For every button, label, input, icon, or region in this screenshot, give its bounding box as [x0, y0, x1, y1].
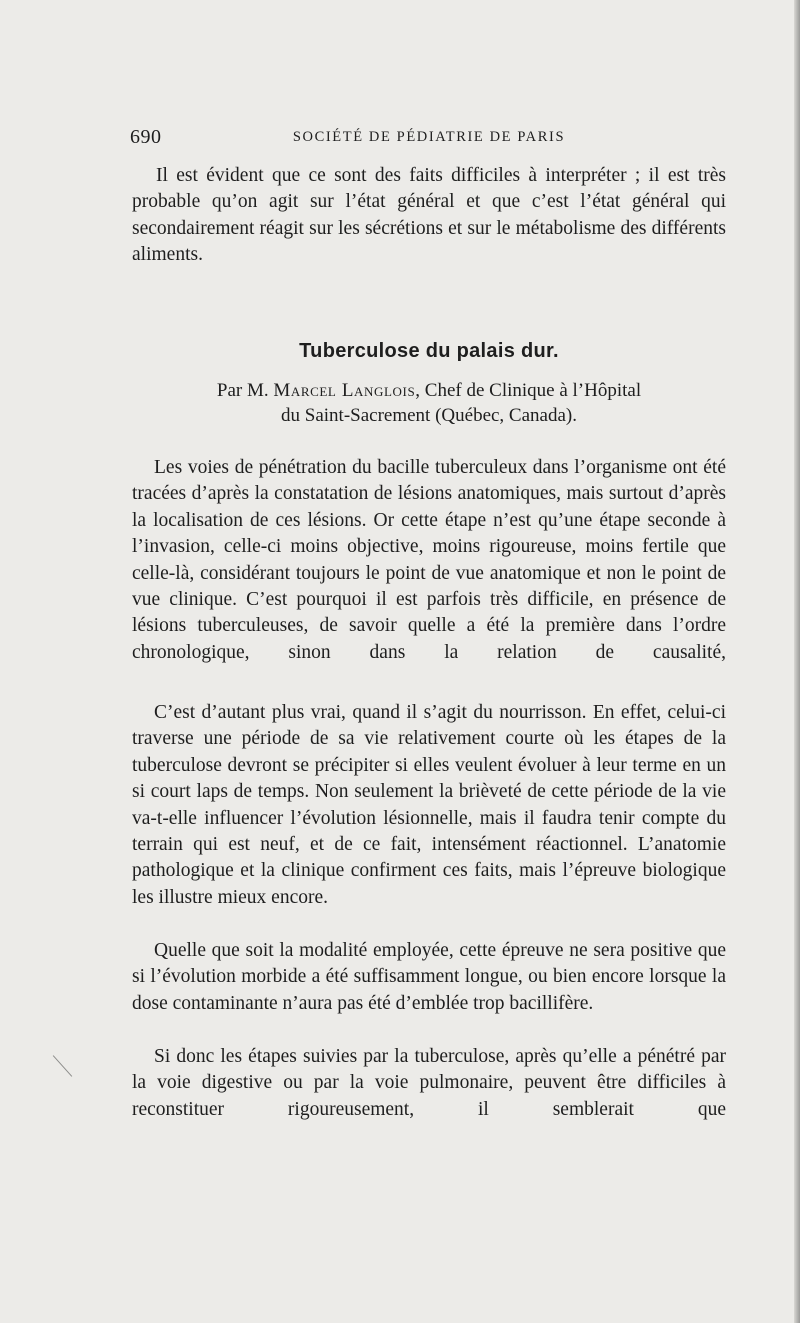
- page-edge-shadow: [794, 0, 800, 1323]
- body-paragraph-3: Quelle que soit la modalité employée, cette épreuve ne sera positive que si l’évolution morbide a été suffisamment longue, ou bien encore lorsque la dose contaminante n’aura pas été d’emblée trop bacillifère.: [132, 940, 726, 1014]
- body-paragraph-4: Si donc les étapes suivies par la tuberculose, après qu’elle a pénétré par la voie digestive ou par la voie pulmonaire, peuvent être difficiles à reconstituer rigoureusement, il semblerait que: [132, 1046, 726, 1120]
- intro-paragraph: Il est évident que ce sont des faits difficiles à interpréter ; il est très probable qu’on agit sur l’état général et que c’est l’état général qui secondairement réagit sur les sécrétions et sur le métabolisme des différents aliments.: [132, 165, 726, 266]
- body-paragraph-1: Les voies de pénétration du bacille tuberculeux dans l’organisme ont été tracées d’après la constatation de lésions anatomiques, mais surtout d’après la localisation de ces lésions. Or cette étape n’est qu’une étape seconde à l’invasion, celle-ci moins objective, moins rigoureuse, moins fertile que celle-là, considérant toujours le point de vue anatomique et non le point de vue clinique. C’est pourquoi il est parfois très difficile, en présence de lésions tuberculeuses, de savoir quelle a été la première dans l’ordre chronologique, sinon dans la relation de causalité,: [132, 457, 726, 663]
- margin-pencil-mark: [53, 1055, 72, 1076]
- article-title: Tuberculose du palais dur.: [299, 340, 559, 362]
- journal-title: SOCIÉTÉ DE PÉDIATRIE DE PARIS: [292, 129, 566, 145]
- author-name: Marcel Langlois: [273, 380, 416, 401]
- affiliation-line-2: du Saint-Sacrement (Québec, Canada).: [281, 405, 577, 426]
- running-head: [130, 126, 728, 150]
- affiliation-line-1: , Chef de Clinique à l’Hôpital: [415, 380, 642, 401]
- byline-prefix: Par M.: [216, 380, 269, 401]
- body-paragraph-2: C’est d’autant plus vrai, quand il s’agit du nourrisson. En effet, celui-ci traverse une période de sa vie relativement courte où les étapes de la tuberculose devront se précipiter si elles veulent évoluer à leur terme en un si court laps de temps. Non seulement la brièveté de cette période de la vie va-t-elle influencer l’évolution lésionnelle, mais il faudra tenir compte du terrain qui est neuf, et de ce fait, intensément réactionnel. L’anatomie pathologique et la clinique confirment ces faits, mais l’épreuve biologique les illustre mieux encore.: [132, 702, 726, 908]
- article-byline: [132, 378, 726, 428]
- page-number: 690: [130, 126, 162, 148]
